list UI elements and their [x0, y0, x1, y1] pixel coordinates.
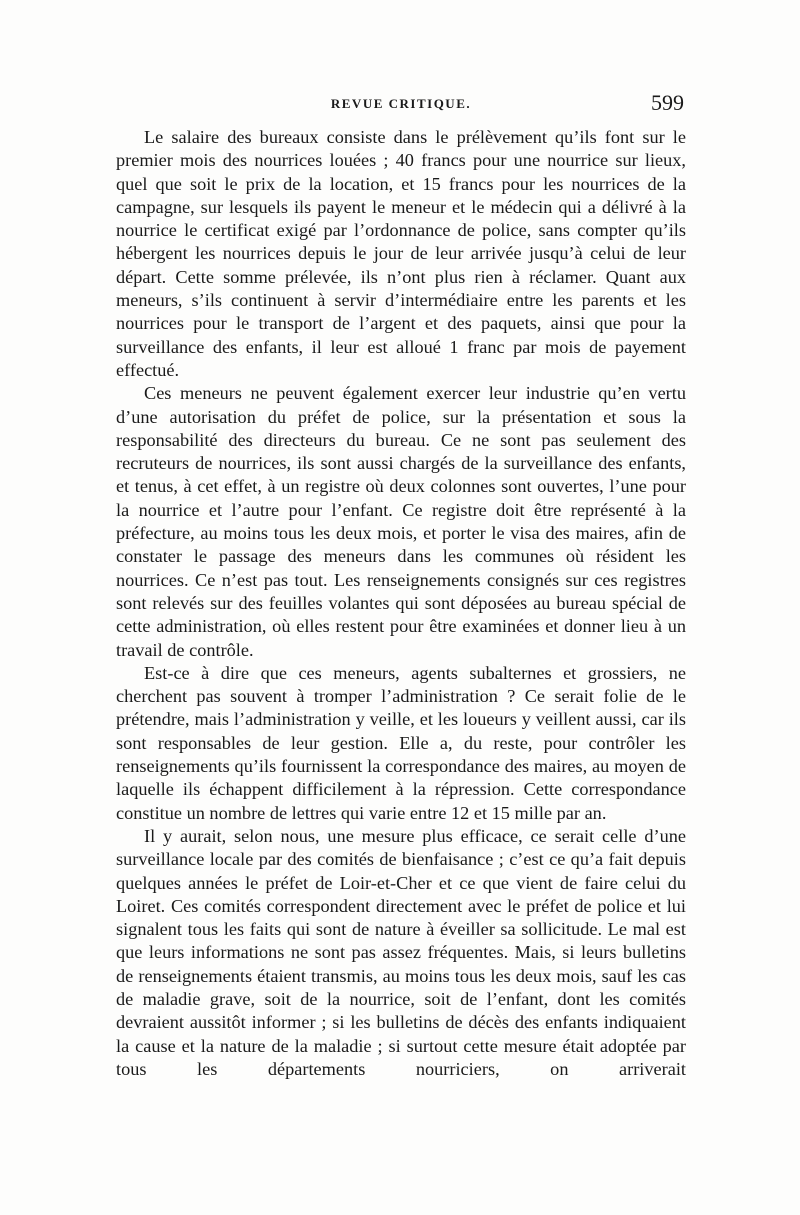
page-header: [116, 92, 686, 122]
page-body: [116, 126, 686, 1081]
paragraph: Ces meneurs ne peuvent également exercer leur industrie qu’en vertu d’une autorisation du préfet de police, sur la présentation et sous la responsabilité des directeurs du bureau. Ce ne sont pas seulement des recruteurs de nourrices, ils sont aussi chargés de la surveillance des enfants, et tenus, à cet effet, à un registre où deux colonnes sont ouvertes, l’une pour la nourrice et l’autre pour l’enfant. Ce registre doit être représenté à la préfecture, au moins tous les deux mois, et porter le visa des maires, afin de constater le passage des meneurs dans les communes où résident les nourrices. Ce n’est pas tout. Les renseignements consignés sur ces registres sont relevés sur des feuilles volantes qui sont déposées au bureau spécial de cette administration, où elles restent pour être examinées et donner lieu à un travail de contrôle.: [116, 383, 686, 660]
page-number: 599: [651, 90, 684, 115]
paragraph: Il y aurait, selon nous, une mesure plus efficace, ce serait celle d’une surveillance locale par des comités de bienfaisance ; c’est ce qu’a fait depuis quelques années le préfet de Loir-et-Cher et ce que vient de faire celui du Loiret. Ces comités correspondent directement avec le préfet de police et lui signalent tous les faits qui sont de nature à éveiller sa sollicitude. Le mal est que leurs informations ne sont pas assez fréquentes. Mais, si leurs bulletins de renseignements étaient transmis, au moins tous les deux mois, sauf les cas de maladie grave, soit de la nourrice, soit de l’enfant, dont les comités devraient aussitôt informer ; si les bulletins de décès des enfants indiquaient la cause et la nature de la maladie ; si surtout cette mesure était adoptée par tous les départements nourriciers, on arriverait: [116, 825, 686, 1079]
paragraph: Le salaire des bureaux consiste dans le prélèvement qu’ils font sur le premier mois des nourrices louées ; 40 francs pour une nourrice sur lieux, quel que soit le prix de la location, et 15 francs pour les nourrices de la campagne, sur lesquels ils payent le meneur et le médecin qui a délivré à la nourrice le certificat exigé par l’ordonnance de police, sans compter qu’ils hébergent les nourrices depuis le jour de leur arrivée jusqu’à celui de leur départ. Cette somme prélevée, ils n’ont plus rien à réclamer. Quant aux meneurs, s’ils continuent à servir d’intermédiaire entre les parents et les nourrices pour le transport de l’argent et des paquets, ainsi que pour la surveillance des enfants, il leur est alloué 1 franc par mois de payement effectué.: [116, 127, 686, 380]
paragraph: Est-ce à dire que ces meneurs, agents subalternes et grossiers, ne cherchent pas souvent à tromper l’administration ? Ce serait folie de le prétendre, mais l’administration y veille, et les loueurs y veillent aussi, car ils sont responsables de leur gestion. Elle a, du reste, pour contrôler les renseignements qu’ils fournissent la correspondance des maires, au moyen de laquelle ils échappent difficilement à la répression. Cette correspondance constitue un nombre de lettres qui varie entre 12 et 15 mille par an.: [116, 662, 686, 823]
running-head: REVUE CRITIQUE.: [330, 96, 472, 111]
